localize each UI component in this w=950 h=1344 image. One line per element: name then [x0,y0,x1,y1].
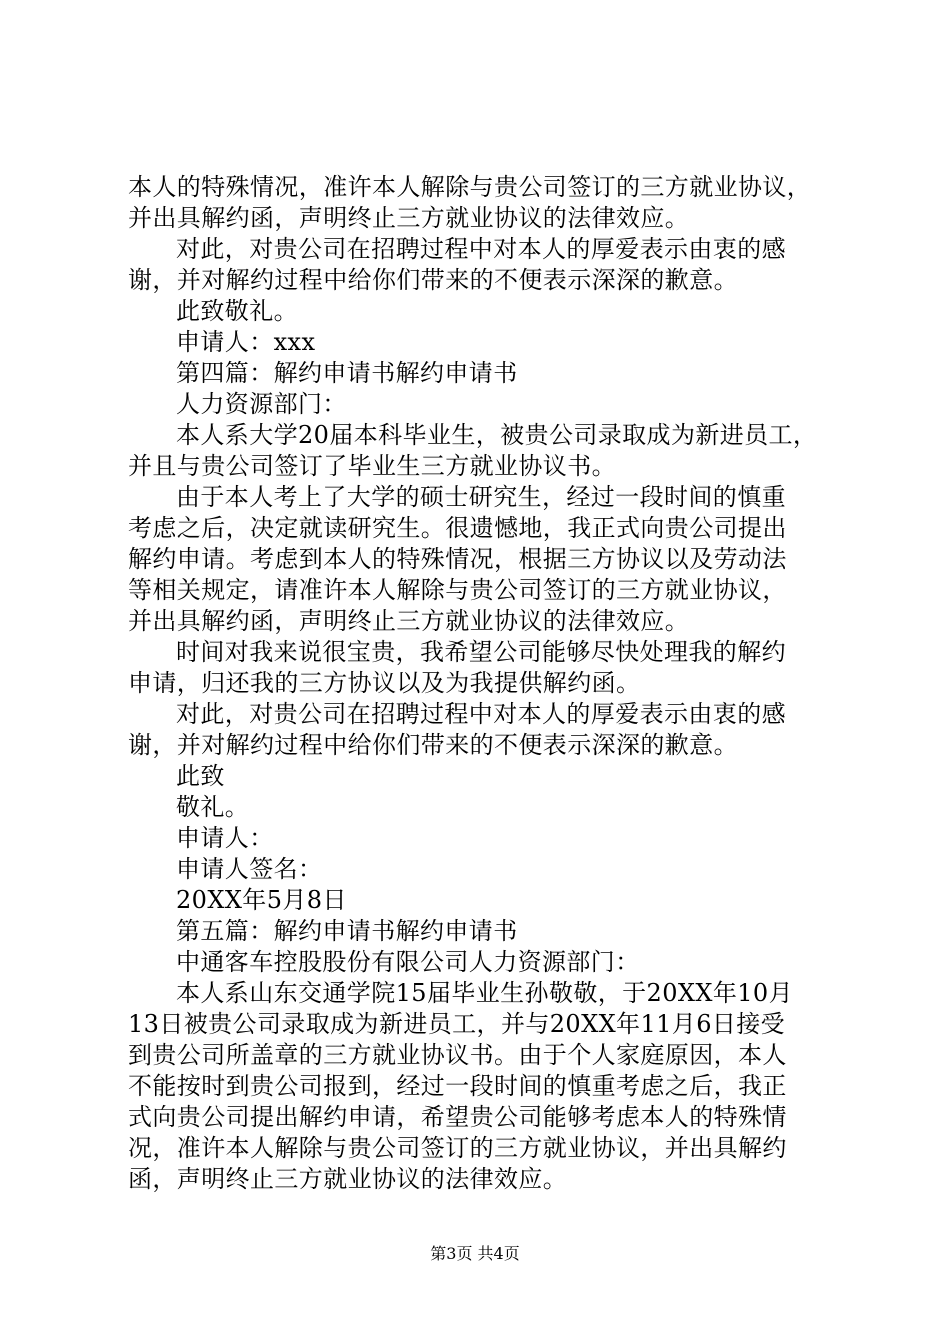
text-line: 况，准许本人解除与贵公司签订的三方就业协议，并出具解约 [128,1134,787,1162]
text-line: 时间对我来说很宝贵，我希望公司能够尽快处理我的解约 [176,638,786,666]
text-line: 申请人： [176,824,274,852]
text-line: 考虑之后，决定就读研究生。很遗憾地，我正式向贵公司提出 [128,514,787,542]
text-line: 20XX年5月8日 [176,886,347,914]
text-line: 式向贵公司提出解约申请，希望贵公司能够考虑本人的特殊情 [128,1103,787,1131]
text-line: 第四篇：解约申请书解约申请书 [176,359,518,387]
text-line: 对此，对贵公司在招聘过程中对本人的厚爱表示由衷的感 [176,700,786,728]
text-line: 谢，并对解约过程中给你们带来的不便表示深深的歉意。 [128,266,738,294]
text-line: 并出具解约函，声明终止三方就业协议的法律效应。 [128,607,690,635]
text-line: 此致 [176,762,225,790]
text-line: 申请，归还我的三方协议以及为我提供解约函。 [128,669,641,697]
text-line: 并且与贵公司签订了毕业生三方就业协议书。 [128,452,616,480]
text-line: 申请人：xxx [176,328,316,356]
text-line: 由于本人考上了大学的硕士研究生，经过一段时间的慎重 [176,483,786,511]
text-line: 敬礼。 [176,793,250,821]
text-line: 谢，并对解约过程中给你们带来的不便表示深深的歉意。 [128,731,738,759]
text-line: 等相关规定，请准许本人解除与贵公司签订的三方就业协议， [128,576,787,604]
text-line: 对此，对贵公司在招聘过程中对本人的厚爱表示由衷的感 [176,235,786,263]
text-line: 本人的特殊情况，准许本人解除与贵公司签订的三方就业协议， [128,173,812,201]
text-line: 中通客车控股股份有限公司人力资源部门： [176,948,640,976]
page-number-footer: 第3页 共4页 [430,1244,520,1263]
document-body [128,172,828,1195]
text-line: 不能按时到贵公司报到，经过一段时间的慎重考虑之后，我正 [128,1072,787,1100]
text-line: 此致敬礼。 [176,297,298,325]
text-line: 第五篇：解约申请书解约申请书 [176,917,518,945]
text-line: 并出具解约函，声明终止三方就业协议的法律效应。 [128,204,690,232]
text-line: 解约申请。考虑到本人的特殊情况，根据三方协议以及劳动法 [128,545,787,573]
text-line: 申请人签名： [176,855,323,883]
text-line: 本人系山东交通学院15届毕业生孙敬敬，于20XX年10月 [176,979,793,1007]
text-line: 本人系大学20届本科毕业生，被贵公司录取成为新进员工， [176,421,818,449]
text-line: 13日被贵公司录取成为新进员工，并与20XX年11月6日接受 [128,1010,786,1038]
text-line: 函，声明终止三方就业协议的法律效应。 [128,1165,568,1193]
text-line: 人力资源部门： [176,390,347,418]
text-line: 到贵公司所盖章的三方就业协议书。由于个人家庭原因，本人 [128,1041,787,1069]
